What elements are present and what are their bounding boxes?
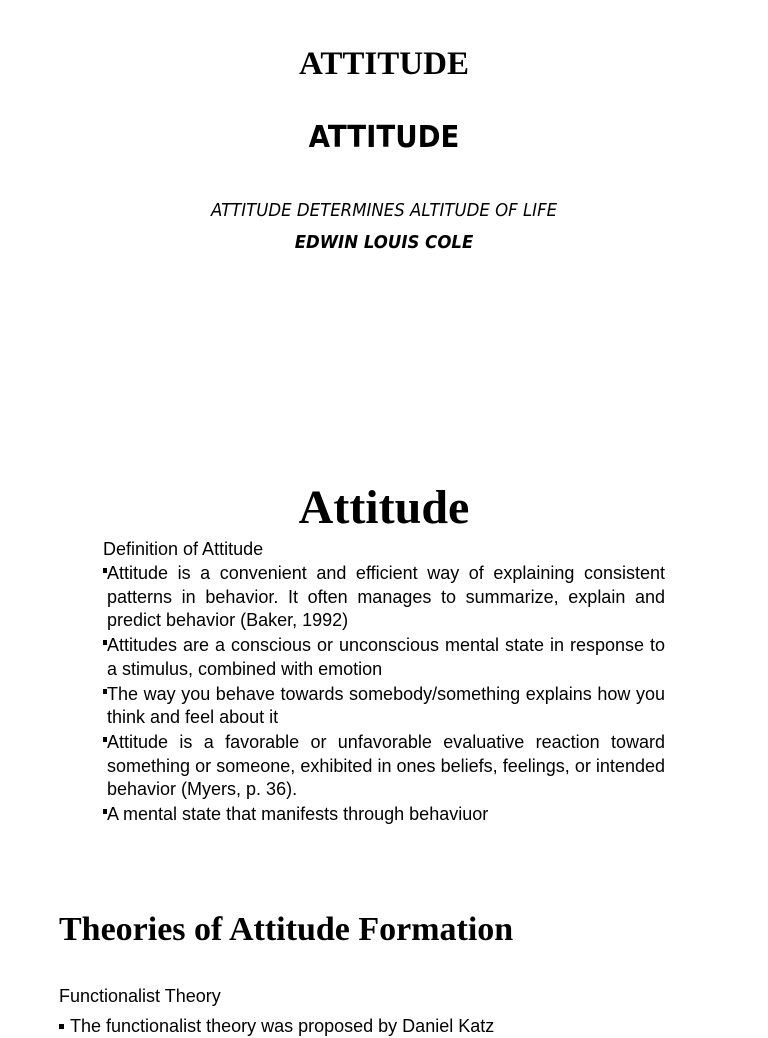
list-item-text: A mental state that manifests through behaviuor (107, 804, 489, 824)
square-bullet-icon (103, 689, 107, 694)
definition-heading: Definition of Attitude (103, 539, 264, 559)
square-bullet-icon (103, 809, 107, 814)
list-item (103, 683, 665, 730)
square-bullet-icon (103, 737, 107, 742)
partial-line-text: The functionalist theory was proposed by Daniel Katz (70, 1016, 495, 1036)
list-item (103, 803, 665, 827)
definition-list (103, 562, 665, 828)
partial-bullet-line (59, 1014, 759, 1036)
slide-title: ATTITUDE (308, 120, 460, 155)
quote-text: ATTITUDE DETERMINES ALTITUDE OF LIFE (210, 200, 558, 221)
theory-subheading: Functionalist Theory (59, 986, 221, 1006)
document-title: ATTITUDE (299, 46, 469, 82)
list-item-text: Attitude is a convenient and efficient way of explaining consistent patterns in behavior. It often manages to summarize, explain and predict behavior (Baker, 1992) (107, 563, 665, 630)
slide-title-theories: Theories of Attitude Formation (59, 911, 514, 948)
square-bullet-icon (59, 1024, 64, 1029)
list-item (103, 562, 665, 633)
list-item-text: The way you behave towards somebody/something explains how you think and feel about it (107, 683, 665, 727)
list-item (103, 634, 665, 681)
square-bullet-icon (103, 568, 107, 573)
list-item-text: Attitudes are a conscious or unconscious mental state in response to a stimulus, combined with emotion (107, 635, 665, 679)
list-item (103, 731, 665, 802)
quote-author: EDWIN LOUIS COLE (294, 232, 474, 253)
square-bullet-icon (103, 640, 107, 645)
slide-title-attitude: Attitude (298, 481, 470, 534)
list-item-text: Attitude is a favorable or unfavorable evaluative reaction toward something or someone, exhibited in ones beliefs, feelings, or intended behavior (Myers, p. 36). (107, 732, 665, 799)
